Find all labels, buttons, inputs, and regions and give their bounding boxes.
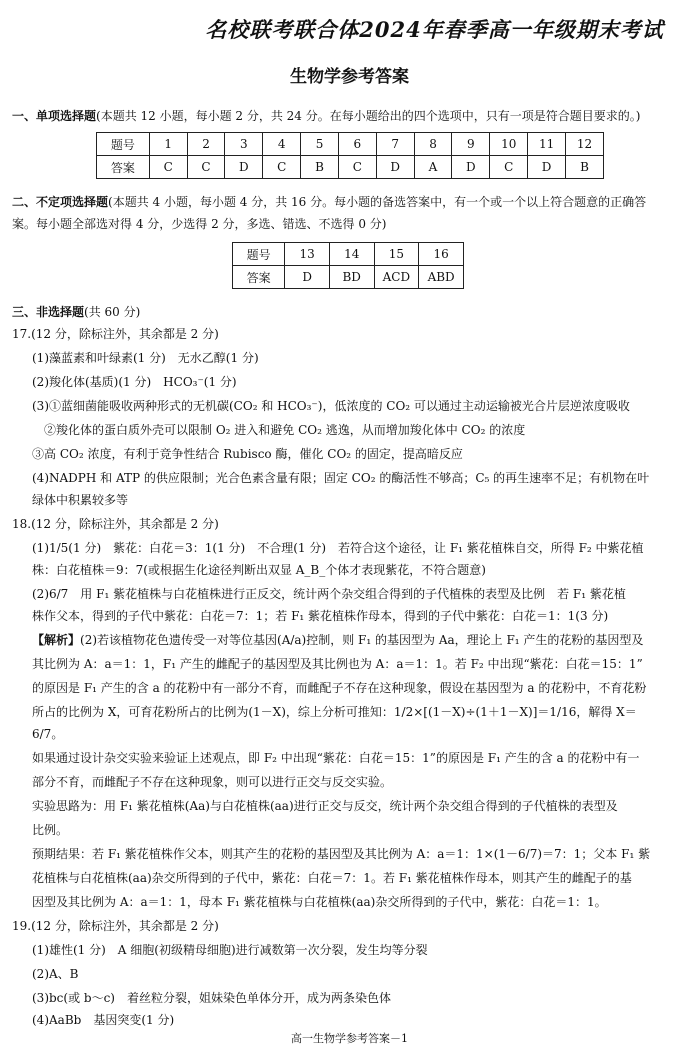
q18-analysis-4: 所占的比例为 X，可育花粉所占的比例为(1－X)，综上分析可推知：1/2×[(1－X)÷(1＋1－X)]＝1/16，解得 X＝	[32, 705, 637, 719]
question-number: 14	[329, 243, 374, 266]
section2-heading	[12, 194, 690, 210]
single-choice-answer-table	[96, 132, 604, 179]
answer-cell: D	[376, 156, 414, 179]
q18-analysis-5: 6/7。	[32, 727, 64, 741]
q18-analysis-8: 实验思路为：用 F₁ 紫花植株(Aa)与白花植株(aa)进行正交与反交，统计两个杂交组合得到的子代植株的表型及	[32, 799, 618, 813]
exam-title: 名校联考联合体2024年春季高一年级期末考试	[205, 17, 664, 42]
q18-analysis-12: 因型及其比例为 A：a＝1：1，母本 F₁ 紫花植株与白花植株(aa)杂交所得到的子代中，紫花：白花＝1：1。	[32, 895, 607, 909]
row-label: 答案	[233, 266, 285, 289]
answer-cell: D	[285, 266, 330, 289]
q19-header: 19.(12 分，除标注外，其余都是 2 分)	[12, 919, 219, 933]
q17-part3-c: ③高 CO₂ 浓度，有利于竞争性结合 Rubisco 酶，催化 CO₂ 的固定，提高暗反应	[32, 447, 463, 461]
q18-analysis-6: 如果通过设计杂交实验来验证上述观点，即 F₂ 中出现“紫花：白花＝15：1”的原因是 F₁ 产生的含 a 的花粉中有一	[32, 751, 640, 765]
section2-desc-line2: 案。每小题全部选对得 4 分，少选得 2 分，多选、错选、不选得 0 分)	[12, 217, 387, 231]
question-number: 13	[285, 243, 330, 266]
q18-analysis-7: 部分不育，而雌配子不存在这种现象，则可以进行正交与反交实验。	[32, 775, 393, 789]
answer-cell: D	[528, 156, 566, 179]
q17-part4-cont: 绿体中积累较多等	[32, 493, 129, 507]
answer-cell: ABD	[419, 266, 464, 289]
q18-analysis-3: 的原因是 F₁ 产生的含 a 的花粉中有一部分不育，而雌配子不存在这种现象，假设在基因型为 a 的花粉中，不育花粉	[32, 681, 647, 695]
row-label: 答案	[97, 156, 150, 179]
answer-cell: C	[263, 156, 301, 179]
q17-part1: (1)藻蓝素和叶绿素(1 分) 无水乙醇(1 分)	[32, 351, 259, 365]
row-label: 题号	[97, 133, 150, 156]
q17-part3-a: (3)①蓝细菌能吸收两种形式的无机碳(CO₂ 和 HCO₃⁻)，低浓度的 CO₂ 可以通过主动运输被光合片层逆浓度吸收	[32, 399, 630, 413]
section1-title: 一、单项选择题	[12, 109, 97, 123]
question-number: 6	[338, 133, 376, 156]
question-number: 12	[566, 133, 604, 156]
answer-cell: C	[187, 156, 225, 179]
q18-analysis-10: 预期结果：若 F₁ 紫花植株作父本，则其产生的花粉的基因型及其比例为 A：a＝1：1×(1－6/7)＝7：1；父本 F₁ 紫	[32, 847, 651, 861]
analysis-text: (2)若该植物花色遗传受一对等位基因(A/a)控制，则 F₁ 的基因型为 Aa，理论上 F₁ 产生的花粉的基因型及	[80, 633, 644, 647]
q18-part1-cont: 株：白花植株＝9：7(或根据生化途径判断出双显 A_B_个体才表现紫花，不符合题意)	[32, 563, 486, 577]
q18-analysis-2: 其比例为 A：a＝1：1，F₁ 产生的雌配子的基因型及其比例也为 A：a＝1：1。若 F₂ 中出现“紫花：白花＝15：1”	[32, 657, 643, 671]
question-number: 1	[149, 133, 187, 156]
question-number: 4	[263, 133, 301, 156]
question-number: 5	[301, 133, 339, 156]
answer-key-title: 生物学参考答案	[290, 67, 409, 87]
section1-desc: (本题共 12 小题，每小题 2 分，共 24 分。在每小题给出的四个选项中，只有一项是符合题目要求的。)	[96, 109, 641, 123]
analysis-label: 【解析】	[32, 633, 81, 647]
answer-cell: D	[452, 156, 490, 179]
question-number: 8	[414, 133, 452, 156]
question-number: 2	[187, 133, 225, 156]
q17-part3-b: ②羧化体的蛋白质外壳可以限制 O₂ 进入和避免 CO₂ 逃逸，从而增加羧化体中 CO₂ 的浓度	[44, 423, 526, 437]
multi-choice-answer-table	[232, 242, 464, 289]
section2-desc-line1: (本题共 4 小题，每小题 4 分，共 16 分。每小题的备选答案中，有一个或一个以上符合题意的正确答	[108, 195, 647, 209]
q17-part2: (2)羧化体(基质)(1 分) HCO₃⁻(1 分)	[32, 375, 237, 389]
answer-cell: C	[490, 156, 528, 179]
page-footer: 高一生物学参考答案－1	[291, 1032, 408, 1045]
section2-title: 二、不定项选择题	[12, 195, 109, 209]
question-number: 7	[376, 133, 414, 156]
question-number-row	[97, 133, 604, 156]
question-number: 10	[490, 133, 528, 156]
answer-cell: B	[301, 156, 339, 179]
answer-cell: B	[566, 156, 604, 179]
section3-title: 三、非选择题	[12, 305, 85, 319]
q17-header: 17.(12 分，除标注外，其余都是 2 分)	[12, 327, 219, 341]
section3-desc: (共 60 分)	[84, 305, 141, 319]
q18-analysis-9: 比例。	[32, 823, 69, 837]
q19-part1: (1)雄性(1 分) A 细胞(初级精母细胞)进行减数第一次分裂，发生均等分裂	[32, 943, 428, 957]
row-label: 题号	[233, 243, 285, 266]
answer-cell: C	[149, 156, 187, 179]
question-number: 3	[225, 133, 263, 156]
question-number: 16	[419, 243, 464, 266]
q19-part2: (2)A、B	[32, 967, 79, 981]
answer-cell: D	[225, 156, 263, 179]
question-number: 11	[528, 133, 566, 156]
answer-row	[97, 156, 604, 179]
section3-heading	[12, 304, 690, 320]
q18-header: 18.(12 分，除标注外，其余都是 2 分)	[12, 517, 219, 531]
q18-analysis-1	[32, 632, 690, 648]
q18-part2-cont: 株作父本，得到的子代中紫花：白花＝7：1；若 F₁ 紫花植株作母本，得到的子代中紫花：白花＝1：1(3 分)	[32, 609, 609, 623]
q19-part4: (4)AaBb 基因突变(1 分)	[32, 1013, 175, 1027]
answer-cell: ACD	[374, 266, 419, 289]
q18-analysis-11: 花植株与白花植株(aa)杂交所得到的子代中，紫花：白花＝7：1。若 F₁ 紫花植株作母本，则其产生的雌配子的基	[32, 871, 632, 885]
answer-cell: BD	[329, 266, 374, 289]
q17-part4: (4)NADPH 和 ATP 的供应限制；光合色素含量有限；固定 CO₂ 的酶活性不够高；C₅ 的再生速率不足；有机物在叶	[32, 471, 650, 485]
answer-row	[233, 266, 464, 289]
q18-part1: (1)1/5(1 分) 紫花：白花＝3：1(1 分) 不合理(1 分) 若符合这个途径，让 F₁ 紫花植株自交，所得 F₂ 中紫花植	[32, 541, 644, 555]
section1-heading	[12, 108, 690, 124]
q18-part2: (2)6/7 用 F₁ 紫花植株与白花植株进行正反交，统计两个杂交组合得到的子代植株的表型及比例 若 F₁ 紫花植	[32, 587, 626, 601]
answer-cell: C	[338, 156, 376, 179]
question-number-row	[233, 243, 464, 266]
question-number: 15	[374, 243, 419, 266]
q19-part3: (3)bc(或 b～c) 着丝粒分裂，姐妹染色单体分开，成为两条染色体	[32, 991, 391, 1005]
question-number: 9	[452, 133, 490, 156]
answer-cell: A	[414, 156, 452, 179]
